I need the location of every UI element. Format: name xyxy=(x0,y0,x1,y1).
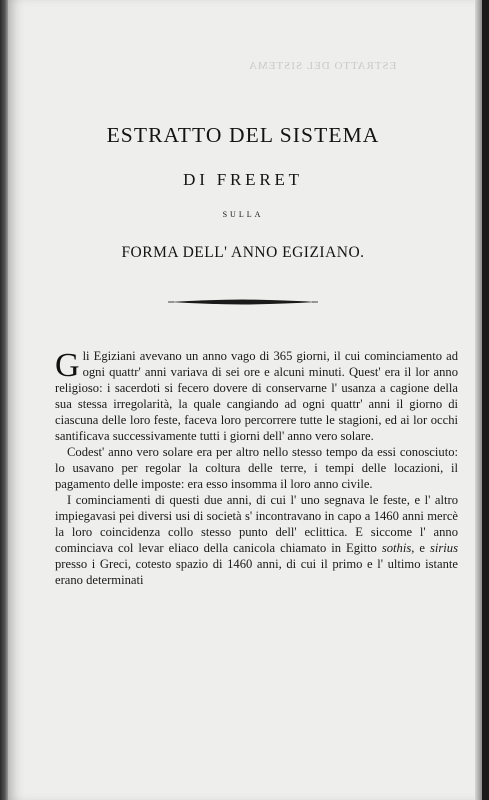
book-page xyxy=(8,0,482,800)
drop-cap: G xyxy=(55,347,80,384)
paragraph-2: Codest' anno vero solare era per altro nello stesso tempo da essi conosciuto: lo usavano per regolar la coltura delle terre, i tempi delle locazioni, il pagamento delle imposte: era esso insomma il loro anno civile. xyxy=(55,445,458,491)
body-text xyxy=(55,348,458,588)
title-line-1: ESTRATTO DEL SISTEMA xyxy=(106,123,380,147)
show-through-header: ESTRATTO DEL SISTEMA xyxy=(248,60,397,72)
title-line-2: DI FRERET xyxy=(183,170,303,189)
binding-gutter xyxy=(0,0,8,800)
title-line-4: FORMA DELL' ANNO EGIZIANO. xyxy=(121,244,365,261)
title-line-3: SULLA xyxy=(222,210,264,219)
paragraph-1: Gli Egiziani avevano un anno vago di 365 giorni, il cui cominciamento ad ogni quattr' anni variava di sei ore e alcuni minuti. Quest' era il lor anno religioso: i sacerdoti si fecero dovere di conservarne l' usanza a cagione della sua stessa irregolarità, la quale cangiando ad ogni quattr' anni il giorno di ciascuna delle loro feste, faceva loro percorrere tutte le stagioni, ed ai lor occhi santificava successivamente tutti i giorni dell' anno vero solare. xyxy=(55,347,458,443)
word-sothis: sothis xyxy=(381,541,412,555)
page-edge xyxy=(475,0,482,800)
word-sirius: sirius xyxy=(430,541,458,555)
ornament-rule xyxy=(168,296,318,308)
paragraph-3: I cominciamenti di questi due anni, di cui l' uno segnava le feste, e l' altro impiegavasi pei diversi usi di società s' incontravano in capo a 1460 anni mercè la loro coincidenza collo stesso punto dell' eclittica. E siccome l' anno cominciava col levar eliaco della canicola chiamato in Egitto sothis, e sirius presso i Greci, cotesto spazio di 1460 anni, di cui il primo e l' ultimo istante erano determinati xyxy=(55,493,458,587)
